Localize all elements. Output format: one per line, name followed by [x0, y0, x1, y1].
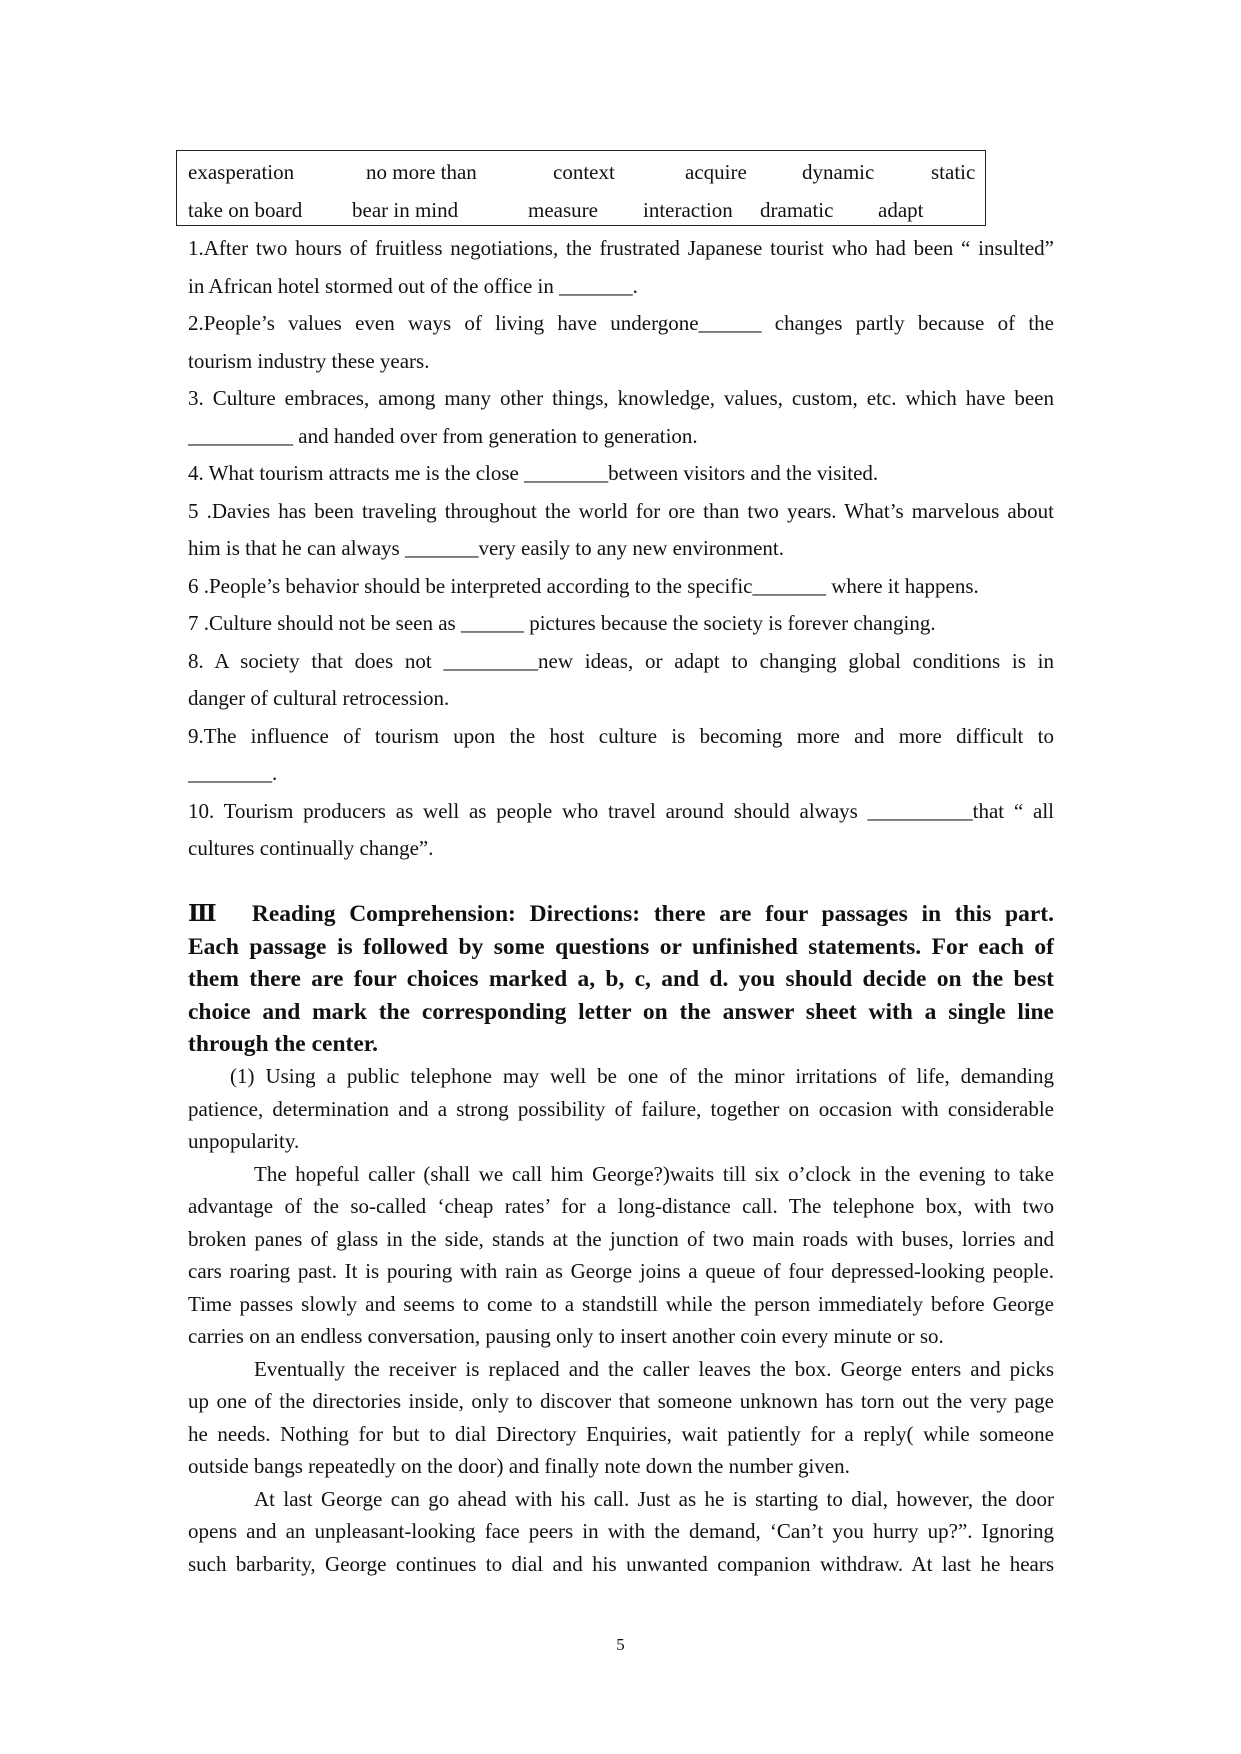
section-heading-line: Each passage is followed by some questions or unfinished statements. For each of: [188, 933, 1054, 960]
word-bank-item: exasperation: [188, 160, 295, 184]
question-5: [188, 493, 1054, 568]
question-10: [188, 793, 1054, 868]
question-1: [188, 230, 1054, 305]
word-bank-item: context: [553, 160, 615, 184]
passage-line: Eventually the receiver is replaced and the caller leaves the box. George enters and picks: [254, 1356, 1054, 1381]
question-line: 8. A society that does not _________new ideas, or adapt to changing global conditions is in: [188, 648, 1054, 673]
passage-line: he needs. Nothing for but to dial Directory Enquiries, wait patiently for a reply( while someone: [188, 1421, 1054, 1446]
word-bank-item: interaction: [643, 198, 733, 222]
question-line: in African hotel stormed out of the office in _______.: [188, 273, 638, 298]
question-line: 1.After two hours of fruitless negotiations, the frustrated Japanese tourist who had been “ insulted”: [188, 236, 1054, 260]
passage-line: up one of the directories inside, only to discover that someone unknown has torn out the very page: [188, 1389, 1054, 1413]
passage-line: The hopeful caller (shall we call him George?)waits till six o’clock in the evening to take: [254, 1161, 1054, 1186]
section-heading-line: through the center.: [188, 1031, 378, 1057]
passage-line: advantage of the so-called ‘cheap rates’ for a long-distance call. The telephone box, with two: [188, 1194, 1054, 1218]
passage-line: opens and an unpleasant-looking face peers in with the demand, ‘Can’t you hurry up?”. Ignoring: [188, 1519, 1054, 1543]
passage-line: At last George can go ahead with his call. Just as he is starting to dial, however, the door: [254, 1486, 1054, 1511]
fill-in-questions: [188, 230, 1054, 868]
word-bank-item: no more than: [366, 160, 477, 184]
question-line: 3. Culture embraces, among many other things, knowledge, values, custom, etc. which have been: [188, 386, 1054, 410]
section-heading-line: [188, 898, 1054, 931]
question-line: 4. What tourism attracts me is the close ________between visitors and the visited.: [188, 461, 879, 485]
word-bank-box: [176, 150, 986, 226]
section-heading-line: them there are four choices marked a, b, c, and d. you should decide on the best: [188, 966, 1054, 992]
question-line: 5 .Davies has been traveling throughout the world for ore than two years. What’s marvelous about: [188, 498, 1054, 523]
section-heading: [188, 898, 1054, 1061]
word-bank-item: measure: [528, 198, 598, 222]
question-line: ________.: [188, 761, 278, 785]
passage-paragraph: [188, 1158, 1054, 1353]
passage-paragraph: [188, 1483, 1054, 1581]
section-heading-text: Reading Comprehension: Directions: there are four passages in this part.: [251, 901, 1055, 927]
question-line: cultures continually change”.: [188, 836, 434, 860]
page-number: 5: [616, 1635, 625, 1654]
passage-line: outside bangs repeatedly on the door) and finally note down the number given.: [188, 1454, 850, 1478]
question-line: 10. Tourism producers as well as people who travel around should always __________that “ all: [188, 798, 1054, 823]
question-line: 7 .Culture should not be seen as ______ pictures because the society is forever changing.: [188, 611, 936, 635]
word-bank-item: bear in mind: [352, 198, 459, 222]
passage-line: broken panes of glass in the side, stands at the junction of two main roads with buses, lorries and: [188, 1226, 1054, 1251]
question-8: [188, 643, 1054, 718]
passage-paragraph: [188, 1353, 1054, 1483]
section-numeral: Ⅲ: [188, 901, 225, 927]
question-line: tourism industry these years.: [188, 348, 430, 373]
question-4: [188, 455, 1054, 493]
passage-line: carries on an endless conversation, pausing only to insert another coin every minute or so.: [188, 1324, 944, 1348]
passage-line: unpopularity.: [188, 1129, 300, 1153]
passage-line: Time passes slowly and seems to come to a standstill while the person immediately before George: [188, 1291, 1054, 1316]
word-bank-item: acquire: [685, 160, 747, 184]
word-bank-item: adapt: [878, 198, 924, 222]
question-line: __________ and handed over from generation to generation.: [188, 423, 698, 448]
question-line: 2.People’s values even ways of living have undergone______ changes partly because of the: [188, 311, 1054, 335]
passage-line: such barbarity, George continues to dial and his unwanted companion withdraw. At last he hears: [188, 1551, 1054, 1576]
word-bank-item: dynamic: [802, 160, 875, 184]
question-6: [188, 568, 1054, 606]
passage-paragraph: [188, 1060, 1054, 1158]
passage-line: patience, determination and a strong possibility of failure, together on occasion with considerable: [188, 1096, 1054, 1121]
section-heading-line: choice and mark the corresponding letter on the answer sheet with a single line: [188, 998, 1054, 1025]
question-2: [188, 305, 1054, 380]
word-bank-item: take on board: [188, 198, 303, 222]
question-3: [188, 380, 1054, 455]
question-line: 9.The influence of tourism upon the host culture is becoming more and more difficult to: [188, 723, 1054, 748]
question-line: danger of cultural retrocession.: [188, 686, 450, 710]
question-line: 6 .People’s behavior should be interpreted according to the specific_______ where it happens.: [188, 573, 979, 598]
passage-line: (1) Using a public telephone may well be one of the minor irritations of life, demanding: [230, 1064, 1054, 1088]
word-bank-item: static: [931, 160, 976, 184]
question-9: [188, 718, 1054, 793]
question-line: him is that he can always _______very easily to any new environment.: [188, 536, 785, 560]
word-bank-item: dramatic: [760, 198, 834, 222]
passage-line: cars roaring past. It is pouring with rain as George joins a queue of four depressed-looking people.: [188, 1259, 1054, 1283]
reading-passage: [188, 1060, 1054, 1580]
question-7: [188, 605, 1054, 643]
